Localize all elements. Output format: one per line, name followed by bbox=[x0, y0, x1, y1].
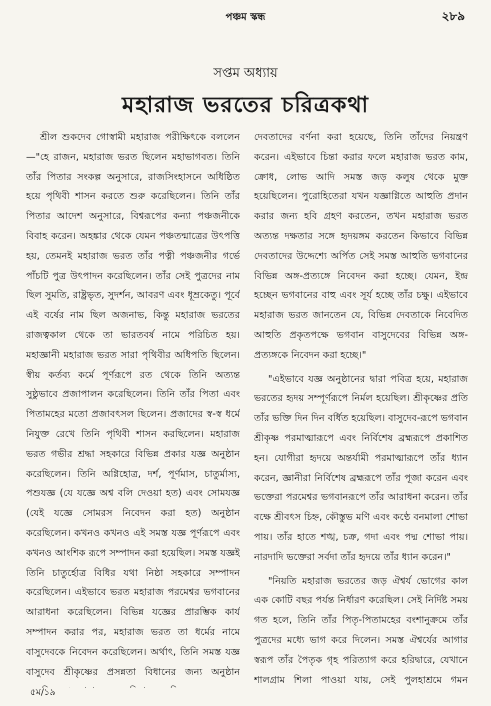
paragraph: "নিয়তি মহারাজ ভরতের জড় ঐশ্বর্য ভোগের কাল এক কোটি বছর পর্যন্ত নির্ধারণ করেছিল। সেই নির্দিষ্ট সময় গত হলে, তিনি তাঁর পিতৃ-পিতামহের বংশানুক্রমে তাঁর পুত্রদের মধ্যে ভাগ করে দিলেন। সমস্ত ঐশ্বর্যের আগার স্বরূপ তাঁর পৈতৃক গৃহ পরিত্যাগ করে হরিদ্বারে, যেখানে শালগ্রাম শিলা পাওয়া যায়, সেই পুলহাশ্রমে গমন bbox=[254, 575, 468, 686]
chapter-label: সপ্তম অধ্যায় bbox=[213, 66, 278, 81]
paragraph: শ্রীল শুকদেব গোস্বামী মহারাজ পরীক্ষিৎকে বললেন—"হে রাজন, মহারাজ ভরত ছিলেন মহাভাগবত। তিনি তাঁর পিতার সংকল্প অনুসারে, রাজসিংহাসনে অধিষ্ঠিত হয়ে পৃথিবী শাসন করতে শুরু করেছিলেন। তিনি তাঁর পিতার আদেশ অনুসারে, বিশ্বরূপের কন্যা পঞ্চজনীকে বিবাহ করেন। অহঙ্কার থেকে যেমন পঞ্চতন্মাত্রের উৎপত্তি হয়, তেমনই মহারাজ ভরত তাঁর পত্নী পঞ্চজনীর গর্ভে পাঁচটি পুত্র উৎপাদন করেছিলেন। তাঁর সেই পুত্রদের নাম ছিল সুমতি, রাষ্ট্রভৃত, সুদর্শন, আবরণ এবং ধূম্রকেতু। পূর্বে এই বর্ষের নাম ছিল অজনাভ, কিন্তু মহারাজ ভরতের রাজত্বকাল থেকে তা ভারতবর্ষ নামে পরিচিত হয়। মহাজ্ঞানী মহারাজ ভরত সারা পৃথিবীর অধিপতি ছিলেন। স্বীয় কর্তব্য কর্মে পূর্ণরূপে রত থেকে তিনি অত্যন্ত সুষ্ঠুভাবে প্রজাপালন করেছিলেন। তিনি তাঁর পিতা এবং পিতামহের মতো প্রজাবৎসল ছিলেন। প্রজাদের স্ব-স্ব ধর্মে নিযুক্ত রেখে তিনি পৃথিবী শাসন করছিলেন। মহারাজ ভরত গভীর শ্রদ্ধা সহকারে বিভিন্ন প্রকার যজ্ঞ অনুষ্ঠান করেছিলেন। তিনি অগ্নিহোত্র, দর্শ, পূর্ণমাস, চাতুর্মাস্য, পশুযজ্ঞ (যে যজ্ঞে অশ্ব বলি দেওয়া হত) এবং সোমযজ্ঞ (যেই যজ্ঞে সোমরস নিবেদন করা হত) অনুষ্ঠান করেছিলেন। কখনও কখনও এই সমস্ত যজ্ঞ পূর্ণরূপে এবং কখনও আংশিক রূপে সম্পাদন করা হয়েছিল। সমস্ত যজ্ঞই তিনি চাতুর্হোত্র বিধির যথা নিষ্ঠা সহকারে সম্পাদন করেছিলেন। এইভাবে ভরত মহারাজ পরমেশ্বর ভগবানের আরাধনা করেছিলেন। বিভিন্ন যজ্ঞের প্রারম্ভিক কার্য সম্পাদন করার পর, মহারাজ ভরত তা ধর্মের নামে বাসুদেবকে নিবেদন করেছিলেন। অর্থাৎ, তিনি সমস্ত যজ্ঞ বাসুদেব শ্রীকৃষ্ণের প্রসন্নতা বিধানের জন্য অনুষ্ঠান bbox=[26, 132, 240, 678]
paragraph: "এইভাবে যজ্ঞ অনুষ্ঠানের দ্বারা পবিত্র হয়ে, মহারাজ ভরতের হৃদয় সম্পূর্ণরূপে নির্মল হয়েছিল। শ্রীকৃষ্ণের প্রতি তাঁর ভক্তি দিন দিন বর্ধিত হয়েছিল। বাসুদেব-রূপে ভগবান শ্রীকৃষ্ণ পরমাত্মারূপে এবং নির্বিশেষ ব্রহ্মরূপে প্রকাশিত হন। যোগীরা হৃদয়ে অন্তর্যামী পরমাত্মারূপে তাঁর ধ্যান করেন, জ্ঞানীরা নির্বিশেষ ব্রহ্মরূপে তাঁর পূজা করেন এবং ভক্তেরা পরমেশ্বর ভগবানরূপে তাঁর আরাধনা করেন। তাঁর বক্ষে শ্রীবৎস চিহ্ন, কৌস্তুভ মণি এবং কণ্ঠে বনমালা শোভা পায়। তাঁর হাতে শঙ্খ, চক্র, গদা এবং পদ্ম শোভা পায়। নারদাদি ভক্তেরা সর্বদা তাঁর হৃদয়ে তাঁর ধ্যান করেন।" bbox=[254, 373, 468, 563]
page-number: ২৮৯ bbox=[441, 9, 465, 23]
right-column bbox=[254, 128, 468, 688]
left-column bbox=[26, 128, 240, 688]
running-header bbox=[0, 6, 491, 28]
running-title: পঞ্চম স্কন্ধ bbox=[225, 12, 266, 23]
footer-signature: ৫ম/১৯ bbox=[30, 688, 56, 698]
chapter-title: মহারাজ ভরতের চরিত্রকথা bbox=[121, 92, 370, 118]
paragraph: দেবতাদের বর্ণনা করা হয়েছে, তিনি তাঁদের নিয়ন্ত্রণ করেন। এইভাবে চিন্তা করার ফলে মহারাজ ভরত কাম, ক্রোধ, লোভ আদি সমস্ত জড় কলুষ থেকে মুক্ত হয়েছিলেন। পুরোহিতেরা যখন যজ্ঞাগ্নিতে আহুতি প্রদান করার জন্য হবি গ্রহণ করতেন, তখন মহারাজ ভরত অত্যন্ত দক্ষতার সঙ্গে হৃদয়ঙ্গম করতেন কিভাবে বিভিন্ন দেবতাদের উদ্দেশ্যে অর্পিত সেই সমস্ত আহুতি ভগবানের বিভিন্ন অঙ্গ-প্রত্যঙ্গে নিবেদন করা হচ্ছে। যেমন, ইন্দ্র হচ্ছেন ভগবানের বাহু এবং সূর্য হচ্ছে তাঁর চক্ষু। এইভাবে মহারাজ ভরত জানতেন যে, বিভিন্ন দেবতাকে নিবেদিত আহুতি প্রকৃতপক্ষে ভগবান বাসুদেবের বিভিন্ন অঙ্গ-প্রত্যঙ্গকে নিবেদন করা হচ্ছে।" bbox=[254, 132, 468, 361]
